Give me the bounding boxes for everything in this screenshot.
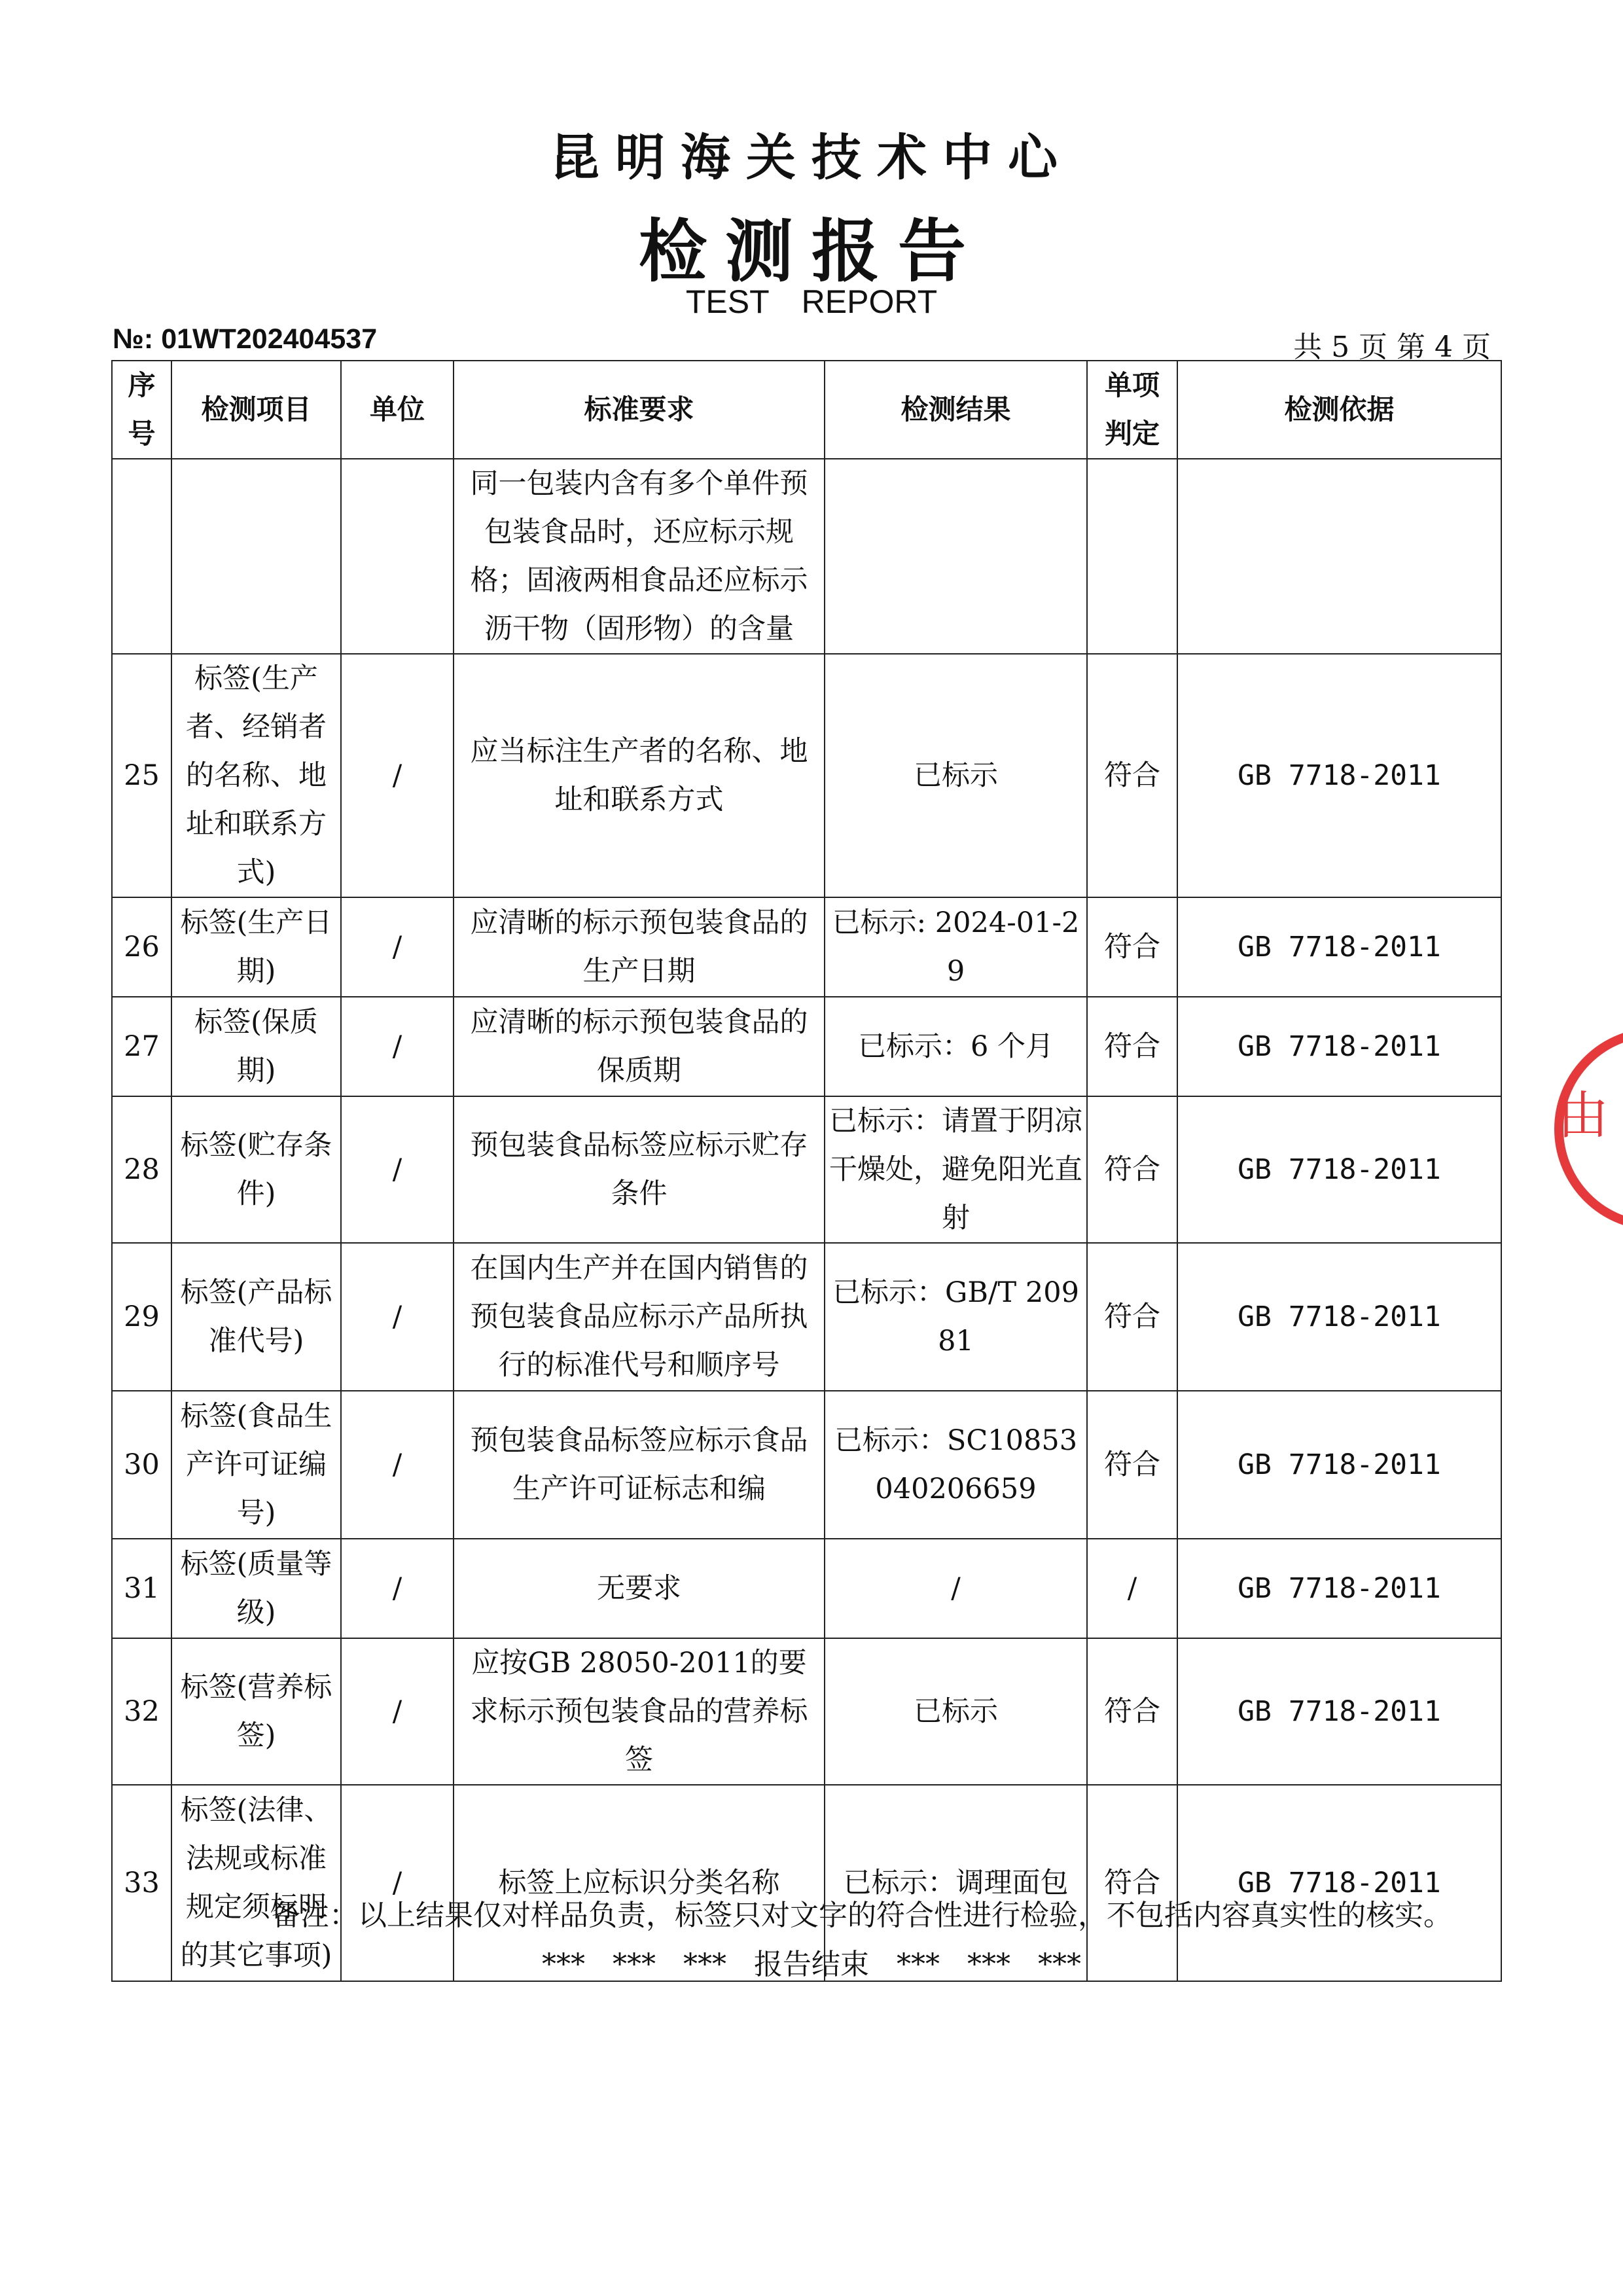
cell-item: 标签(法律、法规或标准规定须标明的其它事项) <box>171 1785 341 1981</box>
cell-unit: / <box>341 654 454 897</box>
cell-unit: / <box>341 1638 454 1785</box>
cell-judgement: 符合 <box>1087 1243 1177 1391</box>
cell-item: 标签(营养标签) <box>171 1638 341 1785</box>
cell-result: 已标示: 2024-01-29 <box>825 897 1087 997</box>
cell-requirement: 预包装食品标签应标示贮存条件 <box>454 1096 825 1243</box>
cell-result: 已标示：SC10853040206659 <box>825 1391 1087 1539</box>
cell-item <box>171 459 341 654</box>
report-number: №: 01WT202404537 <box>113 323 378 355</box>
end-mark: *** <box>967 1948 1010 1981</box>
cell-requirement: 应清晰的标示预包装食品的保质期 <box>454 997 825 1096</box>
cell-judgement: 符合 <box>1087 654 1177 897</box>
cell-judgement: 符合 <box>1087 997 1177 1096</box>
cell-judgement: / <box>1087 1539 1177 1638</box>
cell-requirement: 在国内生产并在国内销售的预包装食品应标示产品所执行的标准代号和顺序号 <box>454 1243 825 1391</box>
col-header-result: 检测结果 <box>825 361 1087 459</box>
cell-item: 标签(产品标准代号) <box>171 1243 341 1391</box>
col-header-requirement: 标准要求 <box>454 361 825 459</box>
cell-judgement: 符合 <box>1087 1638 1177 1785</box>
table-row <box>112 1638 1501 1785</box>
cell-number: 31 <box>112 1539 171 1638</box>
cell-result: 已标示 <box>825 1638 1087 1785</box>
col-header-no: 序号 <box>112 361 171 459</box>
cell-basis <box>1177 459 1501 654</box>
cell-number: 32 <box>112 1638 171 1785</box>
report-title: 检测报告 <box>638 211 984 291</box>
cell-unit: / <box>341 1539 454 1638</box>
test-results-table <box>111 360 1502 1982</box>
remark-note: 备注：以上结果仅对样品负责，标签只对文字的符合性进行检验，不包括内容真实性的核实。 <box>272 1899 1452 1932</box>
end-mark: *** <box>613 1948 656 1981</box>
report-end-line <box>0 1941 1623 1982</box>
end-text: 报告结束 <box>754 1948 869 1981</box>
cell-requirement: 标签上应标识分类名称 <box>454 1785 825 1981</box>
end-mark: *** <box>897 1948 940 1981</box>
end-mark: *** <box>542 1948 585 1981</box>
cell-item: 标签(生产者、经销者的名称、地址和联系方式) <box>171 654 341 897</box>
cell-judgement: 符合 <box>1087 897 1177 997</box>
table-row <box>112 1539 1501 1638</box>
table-header-row <box>112 361 1501 459</box>
cell-requirement: 应清晰的标示预包装食品的生产日期 <box>454 897 825 997</box>
cell-item: 标签(食品生产许可证编号) <box>171 1391 341 1539</box>
cell-judgement: 符合 <box>1087 1096 1177 1243</box>
cell-basis: GB 7718-2011 <box>1177 654 1501 897</box>
cell-judgement: 符合 <box>1087 1391 1177 1539</box>
cell-result <box>825 459 1087 654</box>
report-subtitle: TEST REPORT <box>685 283 938 320</box>
cell-unit <box>341 459 454 654</box>
table-row <box>112 1243 1501 1391</box>
table-row <box>112 997 1501 1096</box>
seal-text: 由 <box>1558 1086 1609 1145</box>
cell-unit: / <box>341 997 454 1096</box>
table-row <box>112 897 1501 997</box>
cell-number: 30 <box>112 1391 171 1539</box>
cell-unit: / <box>341 1785 454 1981</box>
cell-requirement: 同一包装内含有多个单件预包装食品时，还应标示规格；固液两相食品还应标示沥干物（固形物）的含量 <box>454 459 825 654</box>
table-row <box>112 1096 1501 1243</box>
col-header-basis: 检测依据 <box>1177 361 1501 459</box>
cell-unit: / <box>341 1391 454 1539</box>
table-row <box>112 459 1501 654</box>
cell-item: 标签(生产日期) <box>171 897 341 997</box>
col-header-unit: 单位 <box>341 361 454 459</box>
table-row <box>112 654 1501 897</box>
cell-result: 已标示：请置于阴凉干燥处，避免阳光直射 <box>825 1096 1087 1243</box>
cell-unit: / <box>341 1096 454 1243</box>
cell-basis: GB 7718-2011 <box>1177 1785 1501 1981</box>
cell-result: 已标示：GB/T 20981 <box>825 1243 1087 1391</box>
col-header-judgement: 单项判定 <box>1087 361 1177 459</box>
page-indicator: 共 5 页 第 4 页 <box>1293 331 1491 364</box>
cell-unit: / <box>341 1243 454 1391</box>
cell-unit: / <box>341 897 454 997</box>
cell-judgement: 符合 <box>1087 1785 1177 1981</box>
table-row <box>112 1391 1501 1539</box>
cell-basis: GB 7718-2011 <box>1177 897 1501 997</box>
cell-basis: GB 7718-2011 <box>1177 997 1501 1096</box>
cell-number: 28 <box>112 1096 171 1243</box>
cell-number: 29 <box>112 1243 171 1391</box>
cell-basis: GB 7718-2011 <box>1177 1096 1501 1243</box>
cell-number: 26 <box>112 897 171 997</box>
cell-requirement: 应按GB 28050-2011的要求标示预包装食品的营养标签 <box>454 1638 825 1785</box>
cell-basis: GB 7718-2011 <box>1177 1391 1501 1539</box>
cell-number: 33 <box>112 1785 171 1981</box>
end-mark: *** <box>683 1948 726 1981</box>
cell-requirement: 应当标注生产者的名称、地址和联系方式 <box>454 654 825 897</box>
end-mark: *** <box>1038 1948 1081 1981</box>
cell-basis: GB 7718-2011 <box>1177 1243 1501 1391</box>
cell-requirement: 无要求 <box>454 1539 825 1638</box>
cell-requirement: 预包装食品标签应标示食品生产许可证标志和编 <box>454 1391 825 1539</box>
cell-judgement <box>1087 459 1177 654</box>
cell-result: / <box>825 1539 1087 1638</box>
cell-basis: GB 7718-2011 <box>1177 1638 1501 1785</box>
cell-item: 标签(贮存条件) <box>171 1096 341 1243</box>
cell-item: 标签(保质期) <box>171 997 341 1096</box>
cell-basis: GB 7718-2011 <box>1177 1539 1501 1638</box>
organization-name: 昆明海关技术中心 <box>550 128 1073 187</box>
col-header-item: 检测项目 <box>171 361 341 459</box>
cell-item: 标签(质量等级) <box>171 1539 341 1638</box>
cell-result: 已标示 <box>825 654 1087 897</box>
cell-result: 已标示：6 个月 <box>825 997 1087 1096</box>
cell-result: 已标示：调理面包 <box>825 1785 1087 1981</box>
cell-number <box>112 459 171 654</box>
cell-number: 27 <box>112 997 171 1096</box>
cell-number: 25 <box>112 654 171 897</box>
